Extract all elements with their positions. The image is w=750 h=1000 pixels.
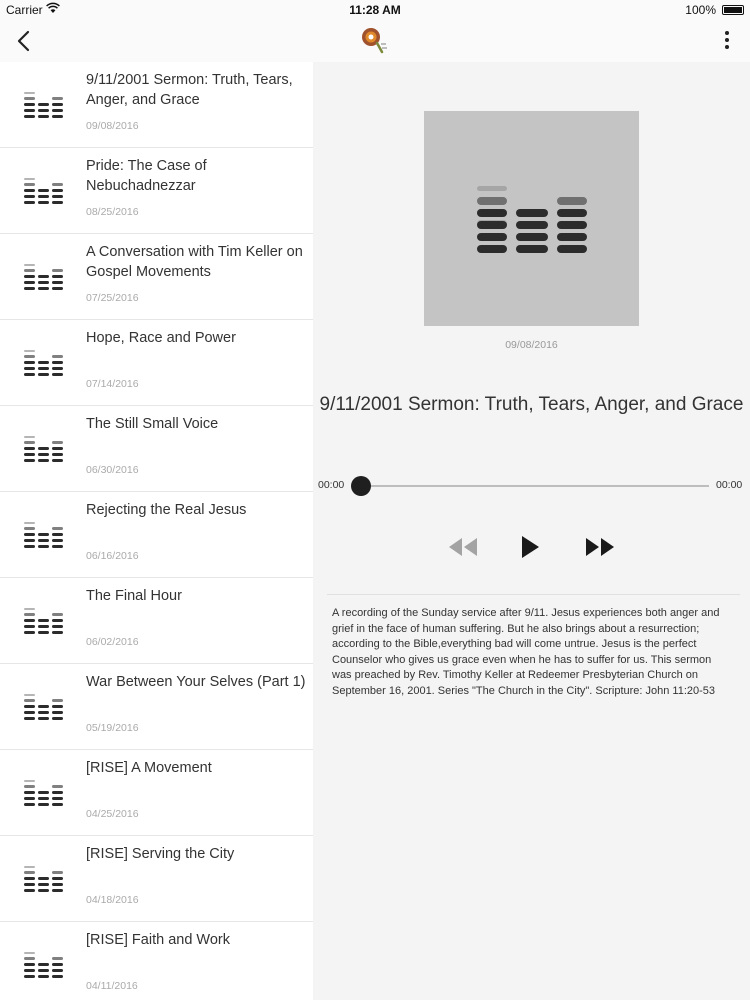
more-options-button[interactable] [722, 28, 732, 54]
list-item-date: 05/19/2016 [86, 722, 139, 734]
list-item[interactable] [0, 62, 313, 148]
list-item[interactable] [0, 234, 313, 320]
fast-forward-button[interactable] [583, 532, 617, 562]
battery-icon [722, 5, 744, 15]
audio-equalizer-icon [24, 606, 64, 638]
audio-equalizer-icon [24, 90, 64, 122]
list-item-title: [RISE] Faith and Work [86, 932, 230, 948]
audio-equalizer-icon [24, 864, 64, 896]
sermon-description: A recording of the Sunday service after 9/11. Jesus experiences both anger and grief in the face of human suffering. But he also brings about a resurrection; according to the Bible,everything bad will come untrue. Jesus is the perfect Counselor who gives us grace even when he has to suffer for us. This sermon was preached by Rev. Timothy Keller at Redeemer Presbyterian Church on September 16, 2001. Series "The Church in the City". Scripture: John 11:20-53 [332, 607, 720, 697]
audio-equalizer-icon [24, 520, 64, 552]
audio-equalizer-icon [424, 111, 639, 326]
list-item[interactable] [0, 406, 313, 492]
list-item-date: 06/30/2016 [86, 464, 139, 476]
list-item-title: Pride: The Case of Nebuchadnezzar [86, 158, 207, 194]
list-item-title: Hope, Race and Power [86, 330, 236, 346]
play-icon [517, 532, 543, 562]
list-item-date: 04/18/2016 [86, 894, 139, 906]
list-item-date: 04/25/2016 [86, 808, 139, 820]
list-item-title: Rejecting the Real Jesus [86, 502, 247, 518]
play-button[interactable] [517, 532, 543, 562]
sermon-list [0, 62, 313, 1000]
audio-equalizer-icon [24, 778, 64, 810]
chevron-left-icon [12, 28, 38, 54]
sermon-artwork [424, 111, 639, 326]
list-item-title: A Conversation with Tim Keller on Gospel Movements [86, 244, 303, 280]
list-item[interactable] [0, 148, 313, 234]
list-item[interactable] [0, 320, 313, 406]
list-item[interactable] [0, 578, 313, 664]
sermon-date: 09/08/2016 [505, 339, 558, 351]
fast-forward-icon [583, 532, 617, 562]
list-item-date: 04/11/2016 [86, 980, 138, 992]
list-item[interactable] [0, 492, 313, 578]
progress-thumb[interactable] [351, 476, 371, 496]
audio-equalizer-icon [24, 434, 64, 466]
battery-percentage: 100% [685, 3, 716, 17]
list-item-title: 9/11/2001 Sermon: Truth, Tears, Anger, and Grace [86, 72, 293, 108]
list-item-title: [RISE] A Movement [86, 760, 212, 776]
list-item[interactable] [0, 750, 313, 836]
total-time: 00:00 [716, 479, 743, 491]
divider [327, 594, 740, 595]
status-bar [0, 0, 750, 20]
sermon-title: 9/11/2001 Sermon: Truth, Tears, Anger, and Grace [319, 394, 744, 415]
list-item-date: 07/25/2016 [86, 292, 139, 304]
list-item-title: War Between Your Selves (Part 1) [86, 674, 306, 690]
audio-equalizer-icon [24, 348, 64, 380]
list-item[interactable] [0, 922, 313, 1000]
audio-equalizer-icon [24, 262, 64, 294]
current-time: 00:00 [318, 479, 345, 491]
list-item-date: 06/16/2016 [86, 550, 139, 562]
list-item-date: 06/02/2016 [86, 636, 139, 648]
rewind-icon [446, 532, 480, 562]
audio-equalizer-icon [24, 176, 64, 208]
list-item-title: The Still Small Voice [86, 416, 219, 432]
carrier-label: Carrier [6, 3, 43, 17]
list-item[interactable] [0, 664, 313, 750]
list-item-date: 09/08/2016 [86, 120, 139, 132]
list-item[interactable] [0, 836, 313, 922]
back-button[interactable] [12, 28, 38, 54]
more-vertical-icon [725, 31, 729, 35]
list-item-date: 08/25/2016 [86, 206, 139, 218]
status-time: 11:28 AM [349, 3, 401, 17]
nav-bar [0, 20, 750, 62]
rewind-button[interactable] [446, 532, 480, 562]
audio-equalizer-icon [24, 950, 64, 982]
audio-equalizer-icon [24, 692, 64, 724]
progress-slider[interactable] [361, 485, 709, 487]
list-item-title: [RISE] Serving the City [86, 846, 235, 862]
app-logo-icon [360, 26, 390, 54]
list-item-date: 07/14/2016 [86, 378, 139, 390]
list-item-title: The Final Hour [86, 588, 182, 604]
player-panel [313, 62, 750, 1000]
